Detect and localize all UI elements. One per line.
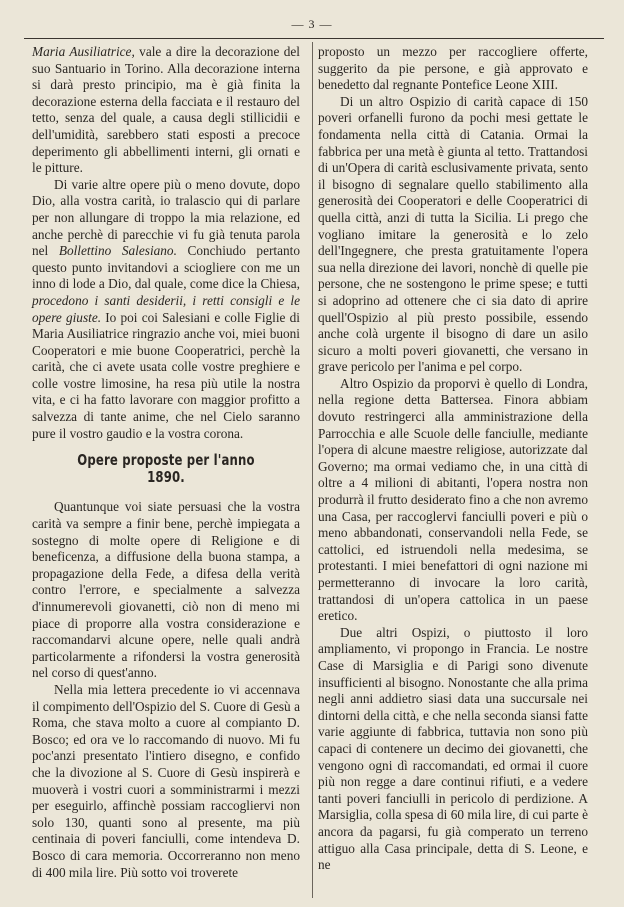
paragraph-varie-opere	[32, 177, 300, 443]
paragraph-catania: Di un altro Ospizio di carità capace di 150 poveri orfanelli furono da pochi mesi gettate le fondamenta nella città di Catania. Ormai la fabbrica per una metà è giunta al tetto. Trattandosi di un'Opera di carità esclusivamente privata, sento il bisogno di segnalare quello stabilimento alla generosità dei Cooperatori e delle Cooperatrici di quella città, anzi di tutta la Sicilia. Li prego che vogliano imitare la generosità e lo zelo dell'Ingegnere, che presta gratuitamente l'opera sua nella direzione dei lavori, nonchè di quelle pie persone, che ne sostengono le prime spese; e tutti si adoprino ad ottenere che ci sia dato di aprire quell'Ospizio al più presto possibile, essendo anche colà urgente il bisogno di dare un asilo sicuro a molti poveri giovanetti, che versano in grave pericolo per l'anima e pel corpo.	[318, 93, 588, 375]
italic-lead: Maria Ausiliatrice,	[32, 44, 135, 59]
paragraph-maria-ausiliatrice	[32, 44, 300, 177]
page-number: — 3 —	[291, 17, 333, 31]
italic-quotation: procedono i santi desiderii, i retti consigli e le opere giuste.	[32, 292, 300, 325]
paragraph-text: Io poi coi Salesiani e colle Figlie di Maria Ausiliatrice ringrazio anche voi, miei buoni Cooperatori e mie buone Cooperatrici, perchè la carità, che ci avete usata colle vostre preghiere e colle vostre limosine, ha resa più utile la nostra vita, e ci ha fatto lavorare con maggior profitto a salvezza di tante anime, che nel Cielo saranno pure il vostro gaudio e la vostra corona.	[32, 309, 300, 441]
left-column	[32, 44, 300, 881]
paragraph-londra: Altro Ospizio da proporvi è quello di Londra, nella regione detta Battersea. Finora abbiam dovuto restringerci alla amministrazione della Parrocchia e alle Scuole delle fanciulle, mediante l'opera di alcune maestre religiose, autorizzate dal Governo; ma ormai vediamo che, in una città di oltre a 4 milioni di abitanti, l'opera nostra non produrrà il frutto desiderato fino a che non avremo una Casa, per raccoglervi fanciulli poveri e più o meno abbandonati, conservandoli nella Fede, se cattolici, ed istruendoli nella medesima, se protestanti. I miei benefattori di ogni nazione mi permetteranno di invocare la loro carità, trattandosi di un'opera cattolica in un paese eretico.	[318, 375, 588, 624]
right-column	[318, 44, 588, 874]
column-divider	[312, 42, 313, 898]
paragraph-text: Di varie altre opere più o meno dovute, dopo Dio, alla vostra carità, io tralascio qui di parlare per non allungare di troppo la mia relazione, ed anche perchè di parecchie vi fu già tenuta parola nel	[32, 176, 300, 259]
paragraph-proposto: proposto un mezzo per raccogliere offerte, suggerito da pie persone, e già approvato e benedetto dal regnante Pontefice Leone XIII.	[318, 44, 588, 93]
section-heading: Opere proposte per l'anno 1890.	[77, 451, 255, 486]
paragraph-quantunque: Quantunque voi siate persuasi che la vostra carità va sempre a finir bene, perchè impiegata a sostegno di molte opere di Religione e di beneficenza, a diffusione della buona stampa, a propagazione della Fede, a difesa della verità contro l'errore, e specialmente a salvezza d'innumerevoli giovanetti, ciò non di meno mi piace di proporre alla vostra considerazione e raccomandarvi alcune opere, nelle quali andrà particolarmente a rifondersi la vostra generosità nel corso di quest'anno.	[32, 499, 300, 681]
paragraph-text: Conchiudo pertanto questo punto invitandovi a sciogliere con me un inno di lode a Dio, dal quale, come dice la Chiesa,	[32, 243, 300, 292]
paragraph-text: vale a dire la decorazione del suo Santuario in Torino. Alla decorazione interna si darà presto principio, ma è già finita la decorazione esterna della facciata e il restauro del tetto, senza del quale, a causa degli stillicidii e dell'umidità, sarebbero stati esposti a precoce deperimento gli abbellimenti interni, gli ornati e le pitture.	[32, 44, 300, 176]
paragraph-nella-mia-lettera: Nella mia lettera precedente io vi accennava il compimento dell'Ospizio del S. Cuore di Gesù a Roma, che stava molto a cuore al compianto D. Bosco; ed ora ve lo raccomando di nuovo. Mi fu poc'anzi presentato l'intiero disegno, e confido che la divozione al S. Cuore di Gesù inspirerà e muoverà i vostri cuori a somministrarmi i mezzi per eseguirlo, affinchè possiam raccogliervi non solo 130, quanti sono al presente, ma più centinaia di poveri fanciulli, come intendeva D. Bosco di cara memoria. Occorreranno non meno di 400 mila lire. Più sotto voi troverete	[32, 681, 300, 880]
italic-bollettino: Bollettino Salesiano.	[58, 243, 177, 259]
header-rule	[24, 38, 604, 39]
paragraph-francia: Due altri Ospizi, o piuttosto il loro ampliamento, vi propongo in Francia. Le nostre Case di Marsiglia e di Parigi sono divenute insufficienti al bisogno. Nonostante che alla prima negli anni addietro siasi data una succursale nei dintorni della città, e che nella seconda siansi fatte varie aggiunte di fabbrica, tuttavia non sono più capaci di contenere un decimo dei giovanetti, che vengono ogni dì raccomandati, ed ormai il cuore più non regge a dare continui rifiuti, e a vedere tanti poveri fanciulli in pericolo di perdizione. A Marsiglia, colla spesa di 60 mila lire, di cui parte è ancora da pagarsi, fu già comperato un terreno attiguo alla Casa principale, detta di S. Leone, e ne	[318, 624, 588, 873]
